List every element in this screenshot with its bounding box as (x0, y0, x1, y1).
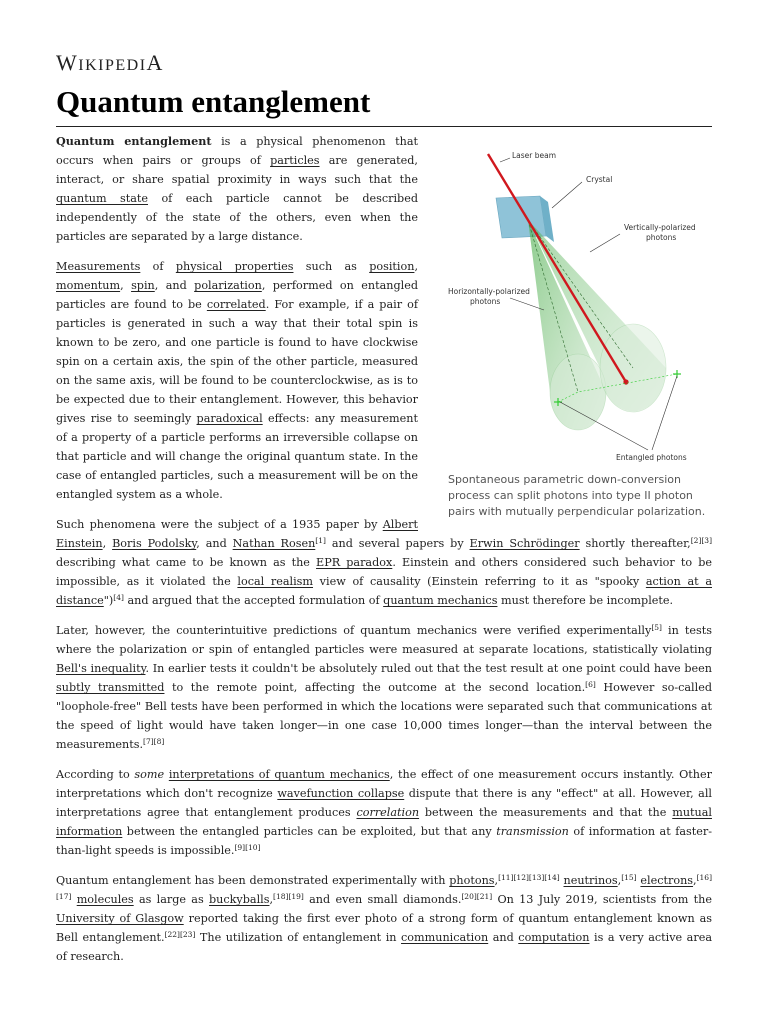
link-mutual-information[interactable]: mutual information (56, 806, 712, 838)
link-electrons[interactable]: electrons (640, 874, 694, 887)
link-computation[interactable]: computation (518, 931, 590, 944)
link-communication[interactable]: communication (401, 931, 489, 944)
link-nathan-rosen[interactable]: Nathan Rosen (232, 537, 316, 550)
paragraph-3: Such phenomena were the subject of a 1935 paper by Albert Einstein, Boris Podolsky, and Nathan Rosen[1] and several papers by Erwin Schrödinger shortly thereafter,[2][3] describing what came to be known as the EPR paradox. Einstein and others considered such behavior to be impossible, as it violated the local realism view of causality (Einstein referring to it as "spooky action at a distance")[4] and argued that the accepted formulation of quantum mechanics must therefore be incomplete. (56, 518, 712, 607)
link-university-of-glasgow[interactable]: University of Glasgow (56, 912, 184, 925)
paragraph-4: Later, however, the counterintuitive predictions of quantum mechanics were verified experimentally[5] in tests where the polarization or spin of entangled particles were measured at separate locations, statistically violating Bell's inequality. In earlier tests it couldn't be absolutely ruled out that the test result at one point could have been subtly transmitted to the remote point, affecting the outcome at the second location.[6] However so-called "loophole-free" Bell tests have been performed in which the locations were separated such that communications at the speed of light would have taken longer—in one case 10,000 times longer—than the interval between the measurements.[7][8] (56, 623, 713, 751)
paragraph-1: Quantum entanglement is a physical phenomenon that occurs when pairs or groups of particles are generated, interact, or share spatial proximity in ways such that the quantum state of each particle cannot be described independently of the state of the others, even when the particles are separated by a large distance. (56, 134, 418, 243)
link-local-realism[interactable]: local realism (237, 575, 314, 588)
link-erwin-schrodinger[interactable]: Erwin Schrödinger (469, 537, 580, 550)
citation[interactable]: [9][10] (234, 843, 261, 852)
figure-caption: Spontaneous parametric down-conversion process can split photons into type II photon pairs with mutually perpendicular polarization. (448, 473, 706, 518)
citation[interactable]: [1] (315, 536, 326, 545)
citation[interactable]: [18][19] (273, 892, 304, 901)
link-subtly-transmitted[interactable]: subtly transmitted (56, 681, 165, 694)
link-correlation[interactable]: correlation (356, 806, 420, 819)
paragraph-2: Measurements of physical properties such as position, momentum, spin, and polarization, performed on entangled particles are found to be correlated. For example, if a pair of particles is generated in such a way that their total spin is known to be zero, and one particle is found to have clockwise spin on a certain axis, the spin of the other particle, measured on the same axis, will be found to be counterclockwise, as is to be expected due to their entanglement. However, this behavior gives rise to seemingly paradoxical effects: any measurement of a property of a particle performs an irreversible collapse on that particle and will change the original quantum state. In the case of entangled particles, such a measurement will be on the entangled system as a whole. (56, 260, 418, 501)
link-position[interactable]: position (369, 260, 415, 273)
paragraph-6: Quantum entanglement has been demonstrated experimentally with photons,[11][12][13][14] neutrinos,[15] electrons,[16][17] molecules as large as buckyballs,[18][19] and even small diamonds.[20][21] On 13 July 2019, scientists from the University of Glasgow reported taking the first ever photo of a strong form of quantum entanglement known as Bell entanglement.[22][23] The utilization of entanglement in communication and computation is a very active area of research. (56, 873, 712, 963)
emphasis-transmission: transmission (496, 825, 569, 838)
title-divider (56, 126, 712, 127)
page-title: Quantum entanglement (56, 84, 371, 119)
link-albert-einstein[interactable]: Albert Einstein (56, 518, 418, 550)
link-momentum[interactable]: momentum (56, 279, 121, 292)
link-boris-podolsky[interactable]: Boris Podolsky (112, 537, 197, 550)
link-particles[interactable]: particles (270, 154, 320, 167)
citation[interactable]: [22][23] (164, 930, 196, 939)
link-measurements[interactable]: Measurements (56, 260, 141, 273)
citation[interactable]: [11][12][13][14] (498, 873, 560, 882)
link-correlated[interactable]: correlated (206, 298, 266, 311)
citation[interactable]: [15] (621, 873, 637, 882)
spdc-diagram (440, 140, 712, 468)
lead-term: Quantum entanglement (56, 134, 212, 148)
vertical-label-2: photons (646, 233, 677, 242)
wikipedia-logo[interactable]: WIKIPEDIA (56, 50, 164, 75)
link-paradoxical[interactable]: paradoxical (196, 412, 263, 425)
link-photons[interactable]: photons (449, 874, 495, 887)
citation[interactable]: [16][17] (56, 873, 712, 901)
laser-beam-label: Laser beam (512, 151, 557, 160)
link-bells-inequality[interactable]: Bell's inequality (56, 662, 146, 675)
emphasis-some: some (134, 768, 165, 781)
link-neutrinos[interactable]: neutrinos (563, 874, 618, 887)
horizontal-label-1: Horizontally-polarized (448, 287, 530, 296)
link-polarization[interactable]: polarization (194, 279, 262, 292)
link-physical-properties[interactable]: physical properties (175, 260, 294, 273)
citation[interactable]: [20][21] (461, 892, 493, 901)
link-molecules[interactable]: molecules (76, 893, 134, 906)
paragraph-5: According to some interpretations of quantum mechanics, the effect of one measurement occurs instantly. Other interpretations which don't recognize wavefunction collapse dispute that there is any "effect" at all. However, all interpretations agree that entanglement produces correlation between the measurements and that the mutual information between the entangled particles can be exploited, but that any transmission of information at faster-than-light speeds is impossible.[9][10] (56, 768, 712, 857)
citation[interactable]: [5] (651, 623, 662, 632)
citation[interactable]: [4] (113, 593, 124, 602)
link-quantum-state[interactable]: quantum state (56, 192, 149, 205)
link-quantum-mechanics[interactable]: quantum mechanics (383, 594, 498, 607)
citation[interactable]: [7][8] (143, 737, 165, 746)
citation[interactable]: [2][3] (690, 536, 712, 545)
spdc-figure (440, 140, 712, 520)
entangled-photons-label: Entangled photons (616, 453, 687, 462)
link-action-at-a-distance[interactable]: action at a distance (56, 575, 712, 607)
link-buckyballs[interactable]: buckyballs (209, 893, 270, 906)
link-interpretations[interactable]: interpretations of quantum mechanics (168, 768, 390, 781)
link-wavefunction-collapse[interactable]: wavefunction collapse (277, 787, 405, 800)
link-spin[interactable]: spin (131, 279, 155, 292)
link-epr-paradox[interactable]: EPR paradox (316, 556, 393, 569)
crystal-label: Crystal (586, 175, 613, 184)
horizontal-label-2: photons (470, 297, 501, 306)
vertical-label-1: Vertically-polarized (624, 223, 696, 232)
article-body (56, 132, 712, 977)
citation[interactable]: [6] (585, 680, 596, 689)
